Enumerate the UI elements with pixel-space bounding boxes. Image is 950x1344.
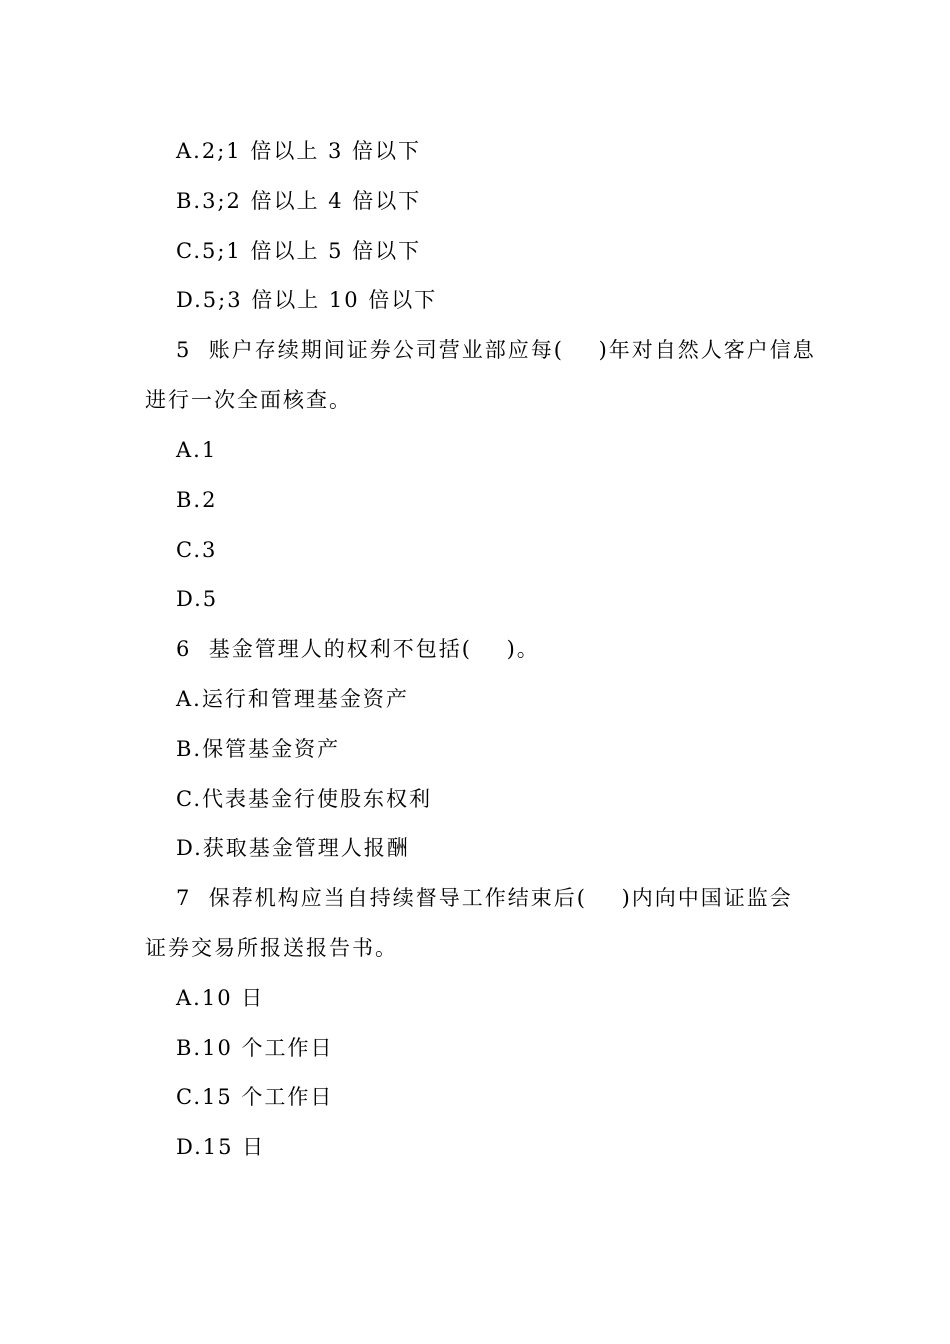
q6-stem: 6 基金管理人的权利不包括( )。 xyxy=(176,637,540,661)
q7-option-b: B.10 个工作日 xyxy=(176,1036,334,1060)
q7-stem-line2: 证券交易所报送报告书。 xyxy=(145,936,398,960)
q7-option-a: A.10 日 xyxy=(176,986,265,1010)
q7-option-c: C.15 个工作日 xyxy=(176,1085,334,1109)
q4-option-c: C.5;1 倍以上 5 倍以下 xyxy=(176,239,422,263)
q7-stem-line1: 7 保荐机构应当自持续督导工作结束后( )内向中国证监会 xyxy=(176,886,793,910)
q5-option-b: B.2 xyxy=(176,488,218,512)
q6-option-c: C.代表基金行使股东权利 xyxy=(176,787,432,811)
q5-stem-line2: 进行一次全面核查。 xyxy=(145,388,352,412)
q7-option-d: D.15 日 xyxy=(176,1135,266,1159)
q6-option-d: D.获取基金管理人报酬 xyxy=(176,836,410,860)
q6-option-b: B.保管基金资产 xyxy=(176,737,341,761)
q5-option-c: C.3 xyxy=(176,538,218,562)
q4-option-a: A.2;1 倍以上 3 倍以下 xyxy=(176,139,422,163)
q5-option-a: A.1 xyxy=(176,438,218,462)
q4-option-b: B.3;2 倍以上 4 倍以下 xyxy=(176,189,422,213)
q4-option-d: D.5;3 倍以上 10 倍以下 xyxy=(176,288,438,312)
q5-option-d: D.5 xyxy=(176,587,219,611)
q6-option-a: A.运行和管理基金资产 xyxy=(176,687,409,711)
q5-stem-line1: 5 账户存续期间证券公司营业部应每( )年对自然人客户信息 xyxy=(176,338,816,362)
